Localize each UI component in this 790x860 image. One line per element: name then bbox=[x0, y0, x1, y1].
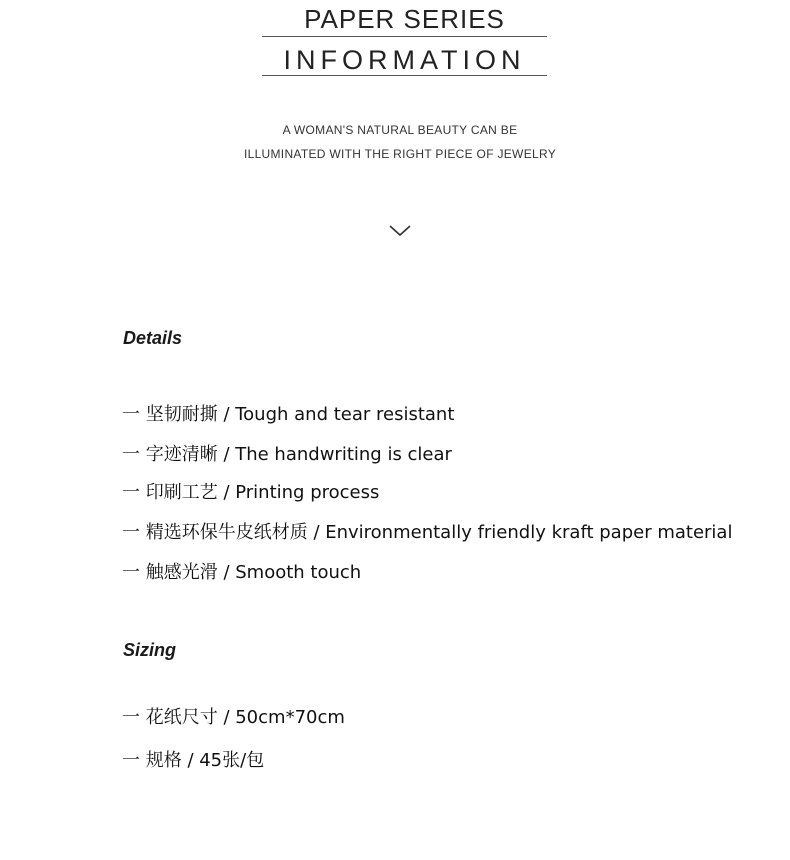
sizing-item-dimensions: 一 花纸尺寸 / 50cm*70cm bbox=[122, 707, 345, 728]
details-heading: Details bbox=[123, 328, 183, 348]
title-information: INFORMATION bbox=[283, 45, 526, 75]
details-item-kraft-paper: 一 精选环保牛皮纸材质 / Environmentally friendly kraft paper material bbox=[122, 522, 733, 543]
title-paper-series: PAPER SERIES bbox=[304, 4, 505, 34]
title-divider-bottom bbox=[262, 75, 547, 76]
sizing-item-specification: 一 规格 / 45张/包 bbox=[122, 750, 265, 771]
details-item-handwriting: 一 字迹清晰 / The handwriting is clear bbox=[122, 444, 452, 465]
tagline-line-2: ILLUMINATED WITH THE RIGHT PIECE OF JEWELRY bbox=[243, 147, 557, 161]
details-item-tough: 一 坚韧耐撕 / Tough and tear resistant bbox=[122, 404, 455, 425]
details-item-printing: 一 印刷工艺 / Printing process bbox=[122, 482, 380, 503]
details-item-smooth: 一 触感光滑 / Smooth touch bbox=[122, 562, 362, 583]
tagline-line-1: A WOMAN'S NATURAL BEAUTY CAN BE bbox=[282, 123, 518, 137]
sizing-heading: Sizing bbox=[123, 640, 176, 660]
chevron-down-icon bbox=[388, 224, 412, 238]
title-divider-top bbox=[262, 36, 547, 37]
